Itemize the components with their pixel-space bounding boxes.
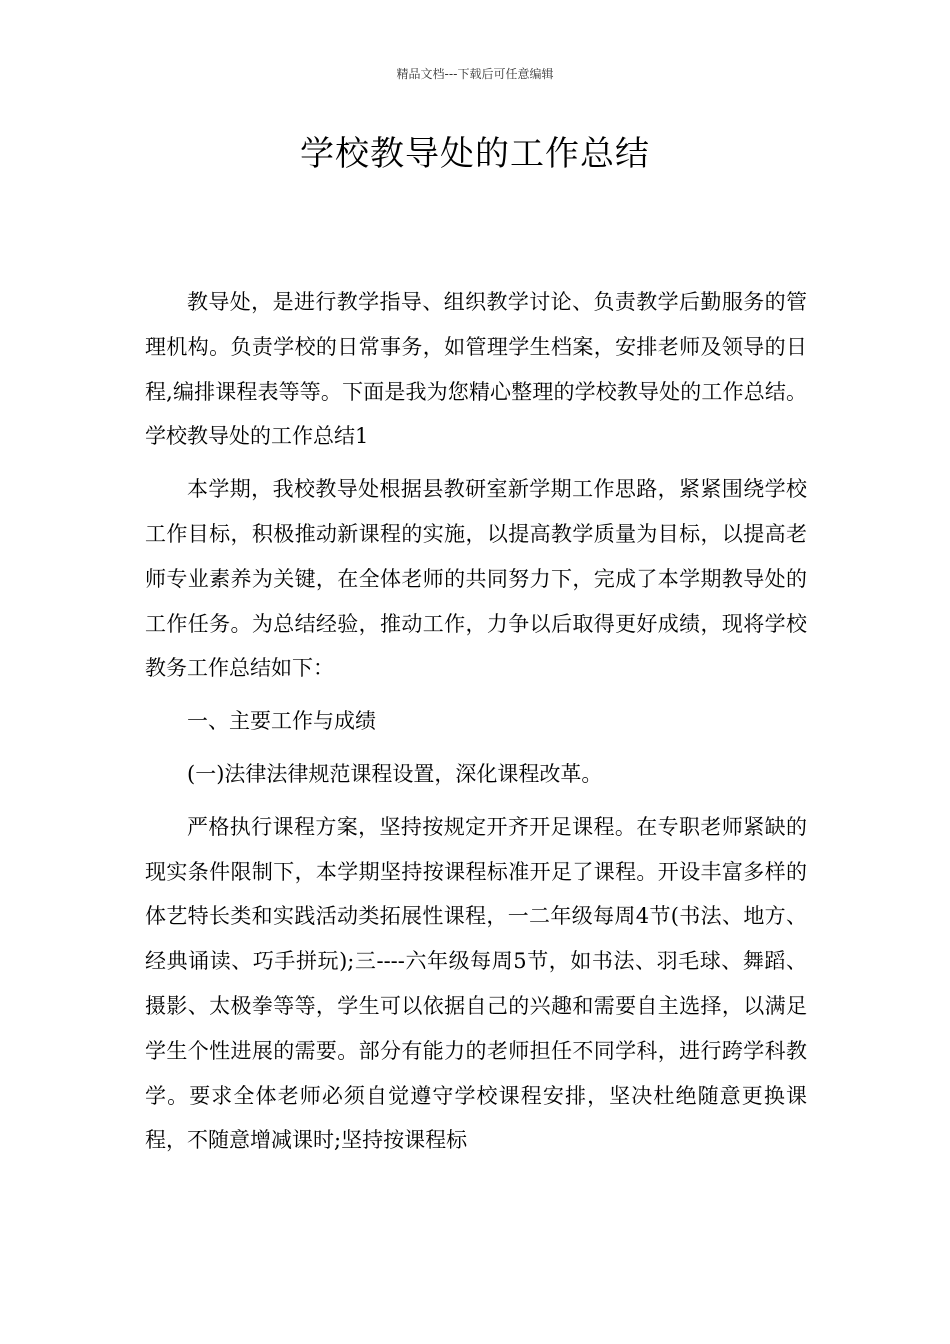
paragraph-curriculum-details: 严格执行课程方案，坚持按规定开齐开足课程。在专职老师紧缺的现实条件限制下，本学期坚持按课程标准开足了课程。开设丰富多样的体艺特长类和实践活动类拓展性课程，一二年级每周4节(书法、地方、经典诵读、巧手拼玩);三----六年级每周5节，如书法、羽毛球、舞蹈、摄影、太极拳等等，学生可以依据自己的兴趣和需要自主选择，以满足学生个性进展的需要。部分有能力的老师担任不同学科，进行跨学科教学。要求全体老师必须自觉遵守学校课程安排，坚决杜绝随意更换课程，不随意增减课时;坚持按课程标 <box>145 814 807 1153</box>
document-body <box>145 280 807 1171</box>
section-heading-main-work: 一、主要工作与成绩 <box>187 709 376 734</box>
header-note: 精品文档---下载后可任意编辑 <box>396 67 554 81</box>
paragraph-intro: 教导处，是进行教学指导、组织教学讨论、负责教学后勤服务的管理机构。负责学校的日常事务，如管理学生档案，安排老师及领导的日程,编排课程表等等。下面是我为您精心整理的学校教导处的工作总结。学校教导处的工作总结1 <box>145 290 807 449</box>
document-title: 学校教导处的工作总结 <box>300 134 650 174</box>
subsection-heading-curriculum: (一)法律法律规范课程设置，深化课程改革。 <box>187 761 603 786</box>
paragraph-semester-summary: 本学期，我校教导处根据县教研室新学期工作思路，紧紧围绕学校工作目标，积极推动新课程的实施，以提高教学质量为目标，以提高老师专业素养为关键，在全体老师的共同努力下，完成了本学期教导处的工作任务。为总结经验，推动工作，力争以后取得更好成绩，现将学校教务工作总结如下： <box>145 477 807 681</box>
